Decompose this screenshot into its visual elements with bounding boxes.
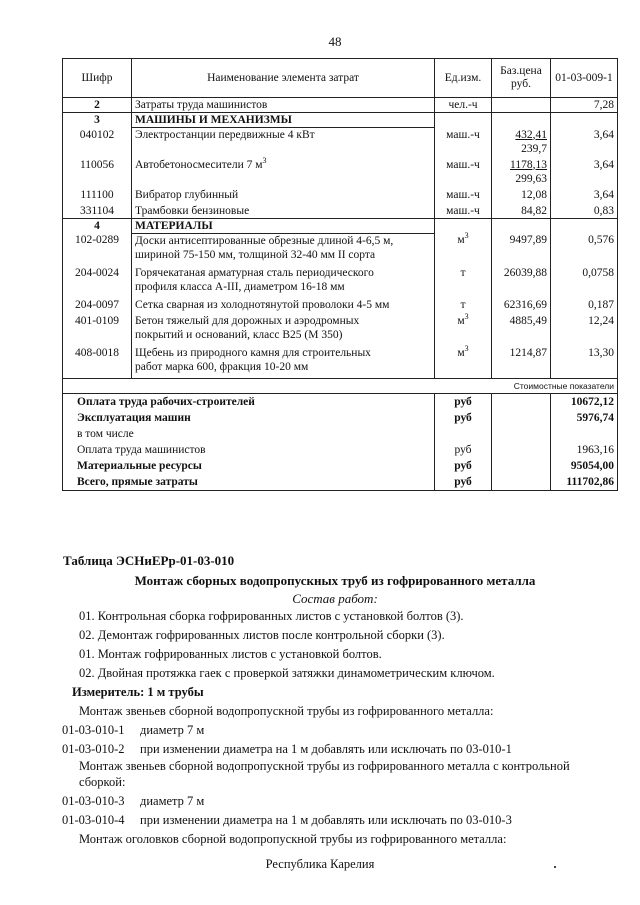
row-name-text: Автобетоносмесители 7 м <box>135 158 263 171</box>
row-name-line2: профиля класса А-III, диаметром 16-18 мм <box>135 280 345 293</box>
table-row <box>63 312 618 342</box>
footer-mark <box>554 866 556 868</box>
item-text: диаметр 7 м <box>140 723 205 737</box>
item-code: 01-03-010-3 <box>62 794 125 808</box>
row-name: Электростанции передвижные 4 кВт <box>132 128 435 156</box>
price-sub-value: 299,63 <box>515 172 547 185</box>
row-unit <box>435 342 492 379</box>
total-row <box>63 474 618 491</box>
row-name-line1: Доски антисептированные обрезные длиной 4-6,5 м, <box>135 234 394 247</box>
unit-text: м <box>457 314 465 327</box>
row-norm: 0,576 <box>551 233 618 262</box>
price-sub-value: 239,7 <box>521 142 547 155</box>
row-code: 040102 <box>63 128 132 156</box>
item-intro: Монтаж звеньев сборной водопропускной трубы из гофрированного металла: <box>79 704 494 718</box>
row-unit: т <box>435 262 492 294</box>
total-name: Оплата труда машинистов <box>63 442 435 458</box>
row-name: Сетка сварная из холоднотянутой проволоки 4-5 мм <box>132 294 435 312</box>
superscript: 3 <box>464 343 469 353</box>
row-unit: маш.-ч <box>435 202 492 219</box>
total-value: 10672,12 <box>551 393 618 410</box>
row-norm: 3,64 <box>551 186 618 202</box>
row-code: 401-0109 <box>63 312 132 342</box>
section-title: Монтаж сборных водопропускных труб из гофрированного металла <box>134 573 536 588</box>
item-text: диаметр 7 м <box>140 794 205 808</box>
row-name: Вибратор глубинный <box>132 186 435 202</box>
total-row <box>63 442 618 458</box>
row-norm: 12,24 <box>551 312 618 342</box>
row-norm: 0,83 <box>551 202 618 219</box>
table-row <box>63 233 618 262</box>
item-text: при изменении диаметра на 1 м добавлять или исключать по 03-010-3 <box>140 813 512 827</box>
row-name-line1: Бетон тяжелый для дорожных и аэродромных <box>135 314 360 327</box>
work-step: 01. Монтаж гофрированных листов с установкой болтов. <box>79 647 382 661</box>
item-code: 01-03-010-2 <box>62 742 125 756</box>
page-footer: Республика Карелия <box>265 857 375 871</box>
row-unit: маш.-ч <box>435 186 492 202</box>
row-name <box>132 342 435 379</box>
row-name-line2: покрытий и оснований, класс В25 (М 350) <box>135 328 343 341</box>
row-unit: чел.-ч <box>435 98 492 113</box>
table-row <box>63 156 618 186</box>
row-price <box>492 128 551 156</box>
row-name-line1: Горячекатаная арматурная сталь периодического <box>135 266 374 279</box>
section-row-materials <box>63 218 618 233</box>
table-row <box>63 202 618 219</box>
item-intro: Монтаж оголовков сборной водопропускной трубы из гофрированного металла: <box>79 832 507 846</box>
total-value: 95054,00 <box>551 458 618 474</box>
row-price: 12,08 <box>492 186 551 202</box>
unit-text: м <box>457 234 465 246</box>
row-name <box>132 233 435 262</box>
superscript: 3 <box>262 155 267 165</box>
row-code: 102-0289 <box>63 233 132 262</box>
total-value: 111702,86 <box>551 474 618 491</box>
section-title-machines: МАШИНЫ И МЕХАНИЗМЫ <box>132 113 435 128</box>
total-unit: руб <box>435 474 492 491</box>
page-number: 48 <box>328 34 342 49</box>
row-norm: 3,64 <box>551 128 618 156</box>
row-name-line2: шириной 75-150 мм, толщиной 32-40 мм II сорта <box>135 248 376 261</box>
work-step: 02. Двойная протяжка гаек с проверкой затяжки динамометрическим ключом. <box>79 666 495 680</box>
row-unit <box>435 233 492 262</box>
row-norm: 3,64 <box>551 156 618 186</box>
total-unit: руб <box>435 458 492 474</box>
row-price: 26039,88 <box>492 262 551 294</box>
row-code: 111100 <box>63 186 132 202</box>
header-price <box>492 59 551 98</box>
header-price-line1: Баз.цена <box>500 65 542 77</box>
price-value: 1178,13 <box>510 158 547 171</box>
item-text: при изменении диаметра на 1 м добавлять или исключать по 03-010-1 <box>140 742 512 756</box>
resource-table <box>62 58 618 491</box>
total-name: Материальные ресурсы <box>63 458 435 474</box>
item-code: 01-03-010-1 <box>62 723 125 737</box>
section-title-materials: МАТЕРИАЛЫ <box>132 218 435 233</box>
total-name: Оплата труда рабочих-строителей <box>63 393 435 410</box>
header-code: Шифр <box>63 59 132 98</box>
table-row <box>63 262 618 294</box>
row-code: 331104 <box>63 202 132 219</box>
table-row <box>63 186 618 202</box>
superscript: 3 <box>464 231 469 241</box>
header-unit: Ед.изм. <box>435 59 492 98</box>
table-row <box>63 128 618 156</box>
total-unit <box>435 426 492 442</box>
item-code: 01-03-010-4 <box>62 813 125 827</box>
row-name <box>132 312 435 342</box>
row-price: 62316,69 <box>492 294 551 312</box>
total-value <box>551 426 618 442</box>
row-name-line2: работ марка 600, фракция 10-20 мм <box>135 360 309 373</box>
work-step: 01. Контрольная сборка гофрированных листов с установкой болтов (3). <box>79 609 464 623</box>
header-name: Наименование элемента затрат <box>132 59 435 98</box>
row-unit: маш.-ч <box>435 128 492 156</box>
table-row-labor <box>63 98 618 113</box>
row-norm: 0,187 <box>551 294 618 312</box>
section-row-machines <box>63 113 618 128</box>
row-norm: 0,0758 <box>551 262 618 294</box>
row-name <box>132 156 435 186</box>
total-row <box>63 393 618 410</box>
total-name: Всего, прямые затраты <box>63 474 435 491</box>
row-norm: 7,28 <box>551 98 618 113</box>
row-name <box>132 262 435 294</box>
row-name: Трамбовки бензиновые <box>132 202 435 219</box>
meter-label: Измеритель: 1 м трубы <box>72 685 204 699</box>
row-price: 4885,49 <box>492 312 551 342</box>
total-value: 5976,74 <box>551 410 618 426</box>
table-row <box>63 342 618 379</box>
section-code: 3 <box>63 113 132 128</box>
total-unit: руб <box>435 393 492 410</box>
row-name: Затраты труда машинистов <box>132 98 435 113</box>
total-row <box>63 426 618 442</box>
item-intro: Монтаж звеньев сборной водопропускной трубы из гофрированного металла с контрольной <box>79 759 570 773</box>
row-norm: 13,30 <box>551 342 618 379</box>
total-unit: руб <box>435 442 492 458</box>
row-code: 408-0018 <box>63 342 132 379</box>
row-name-line1: Щебень из природного камня для строительных <box>135 346 371 359</box>
total-row <box>63 410 618 426</box>
section-code: 4 <box>63 218 132 233</box>
row-price: 9497,89 <box>492 233 551 262</box>
row-unit <box>435 312 492 342</box>
total-name: Эксплуатация машин <box>63 410 435 426</box>
total-unit: руб <box>435 410 492 426</box>
row-code: 110056 <box>63 156 132 186</box>
table-title: Таблица ЭСНиЕРр-01-03-010 <box>63 553 235 568</box>
row-price <box>492 156 551 186</box>
table-header-row <box>63 59 618 98</box>
total-name: в том числе <box>63 426 435 442</box>
price-value: 432,41 <box>515 128 547 141</box>
total-value: 1963,16 <box>551 442 618 458</box>
row-code: 2 <box>63 98 132 113</box>
row-unit: маш.-ч <box>435 156 492 186</box>
table-row <box>63 294 618 312</box>
cost-label-row <box>63 378 618 393</box>
header-norm: 01-03-009-1 <box>551 59 618 98</box>
row-code: 204-0024 <box>63 262 132 294</box>
row-price <box>492 98 551 113</box>
row-price: 84,82 <box>492 202 551 219</box>
item-intro-continued: сборкой: <box>79 775 126 789</box>
row-code: 204-0097 <box>63 294 132 312</box>
row-price: 1214,87 <box>492 342 551 379</box>
superscript: 3 <box>464 311 469 321</box>
work-step: 02. Демонтаж гофрированных листов после контрольной сборки (3). <box>79 628 445 642</box>
header-price-line2: руб. <box>511 78 531 90</box>
work-composition-title: Состав работ: <box>292 591 378 606</box>
cost-indicators-label: Стоимостные показатели <box>63 378 618 393</box>
total-row <box>63 458 618 474</box>
row-unit: т <box>435 294 492 312</box>
unit-text: м <box>457 346 465 359</box>
